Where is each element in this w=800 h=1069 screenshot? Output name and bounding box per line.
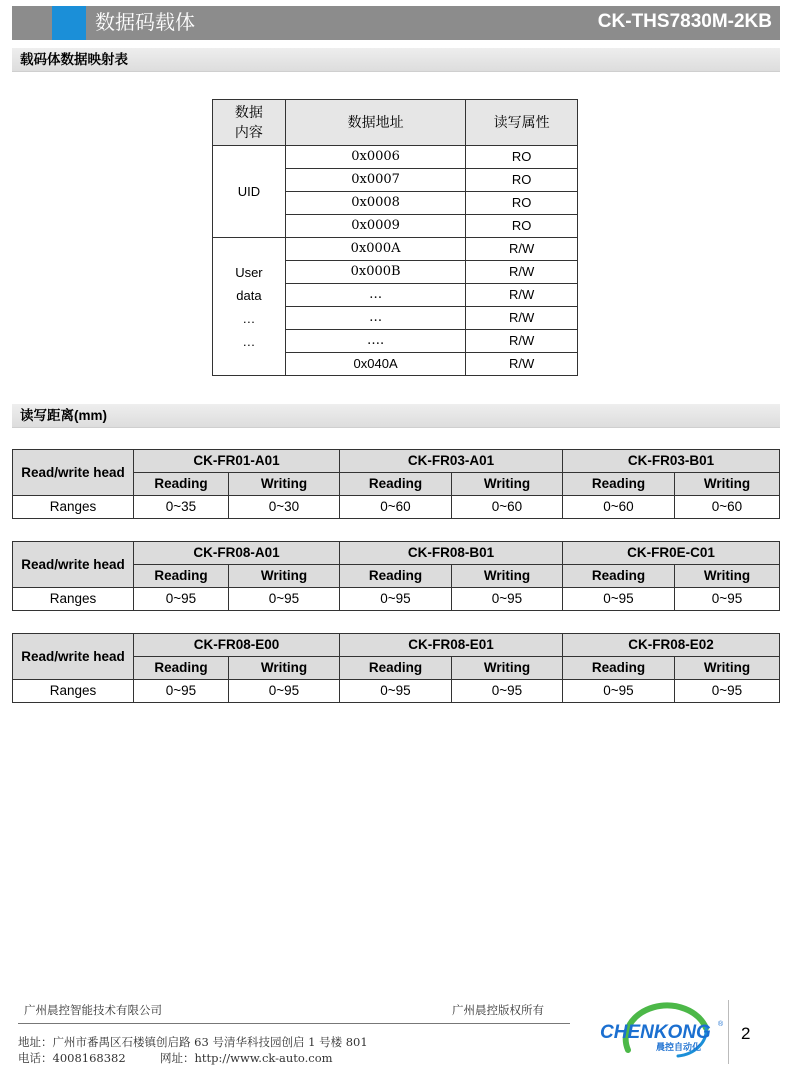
writing-header: Writing — [452, 657, 563, 680]
distance-table-2 — [12, 541, 780, 611]
section-title-distance: 读写距离(mm) — [20, 408, 107, 424]
attr-cell: R/W — [466, 307, 578, 330]
model-header: CK-FR01-A01 — [134, 450, 340, 473]
table-row — [213, 146, 578, 169]
col-header-address: 数据地址 — [285, 100, 466, 146]
range-cell: 0~60 — [340, 496, 452, 519]
reading-header: Reading — [563, 473, 675, 496]
table-row — [13, 450, 780, 473]
range-cell: 0~95 — [229, 680, 340, 703]
attr-cell: R/W — [466, 284, 578, 307]
reading-header: Reading — [563, 565, 675, 588]
table-row — [13, 496, 780, 519]
ranges-label: Ranges — [13, 588, 134, 611]
table-row — [13, 680, 780, 703]
address-cell: 0x000B — [285, 261, 466, 284]
table-row — [213, 238, 578, 261]
writing-header: Writing — [675, 473, 780, 496]
logo-registered-mark: ® — [718, 1021, 724, 1028]
range-cell: 0~95 — [340, 680, 452, 703]
section-header-distance — [12, 404, 780, 428]
range-cell: 0~95 — [452, 588, 563, 611]
section-header-mapping — [12, 48, 780, 72]
reading-header: Reading — [134, 473, 229, 496]
writing-header: Writing — [452, 473, 563, 496]
model-header: CK-FR08-A01 — [134, 542, 340, 565]
read-write-head-header: Read/write head — [13, 450, 134, 496]
range-cell: 0~95 — [340, 588, 452, 611]
distance-table-3 — [12, 633, 780, 703]
reading-header: Reading — [340, 565, 452, 588]
reading-header: Reading — [340, 473, 452, 496]
writing-header: Writing — [675, 657, 780, 680]
model-header: CK-FR0E-C01 — [563, 542, 780, 565]
chenkong-logo — [598, 998, 728, 1064]
attr-cell: R/W — [466, 238, 578, 261]
ranges-label: Ranges — [13, 496, 134, 519]
model-header: CK-FR08-E00 — [134, 634, 340, 657]
ranges-label: Ranges — [13, 680, 134, 703]
table-row — [13, 588, 780, 611]
col-header-content: 数据 内容 — [213, 100, 286, 146]
reading-header: Reading — [134, 565, 229, 588]
attr-cell: R/W — [466, 261, 578, 284]
footer-website[interactable]: 网址：http://www.ck-auto.com — [160, 1051, 333, 1065]
attr-cell: R/W — [466, 353, 578, 376]
writing-header: Writing — [675, 565, 780, 588]
range-cell: 0~95 — [563, 680, 675, 703]
table-row — [13, 634, 780, 657]
range-cell: 0~60 — [675, 496, 780, 519]
range-cell: 0~60 — [452, 496, 563, 519]
range-cell: 0~95 — [134, 588, 229, 611]
writing-header: Writing — [452, 565, 563, 588]
footer-address: 地址：广州市番禺区石楼镇创启路 63 号清华科技园创启 1 号楼 801 — [18, 1035, 368, 1049]
section-title-mapping: 载码体数据映射表 — [20, 52, 128, 68]
footer-phone: 电话：4008168382 — [18, 1051, 126, 1065]
range-cell: 0~95 — [134, 680, 229, 703]
range-cell: 0~60 — [563, 496, 675, 519]
address-cell: … — [285, 284, 466, 307]
header-accent-square — [52, 6, 86, 40]
address-cell: 0x040A — [285, 353, 466, 376]
address-cell: … — [285, 307, 466, 330]
attr-cell: RO — [466, 146, 578, 169]
data-mapping-table — [212, 99, 578, 376]
model-header: CK-FR03-A01 — [340, 450, 563, 473]
logo-text: CHENKONG — [600, 1022, 711, 1043]
range-cell: 0~30 — [229, 496, 340, 519]
footer-divider — [18, 1023, 570, 1024]
range-cell: 0~95 — [675, 588, 780, 611]
user-data-group-label: User data … … — [213, 238, 286, 376]
writing-header: Writing — [229, 473, 340, 496]
read-write-head-header: Read/write head — [13, 634, 134, 680]
address-cell: 0x0007 — [285, 169, 466, 192]
footer-company: 广州晨控智能技术有限公司 — [24, 1003, 162, 1017]
range-cell: 0~95 — [452, 680, 563, 703]
range-cell: 0~95 — [675, 680, 780, 703]
range-cell: 0~95 — [563, 588, 675, 611]
address-cell: …. — [285, 330, 466, 353]
footer-copyright: 广州晨控版权所有 — [452, 1003, 544, 1017]
product-model: CK-THS7830M-2KB — [597, 11, 772, 32]
writing-header: Writing — [229, 657, 340, 680]
range-cell: 0~95 — [229, 588, 340, 611]
page-number: 2 — [741, 1024, 751, 1043]
model-header: CK-FR08-E02 — [563, 634, 780, 657]
table-row — [13, 542, 780, 565]
distance-table-1 — [12, 449, 780, 519]
col-header-attr: 读写属性 — [466, 100, 578, 146]
range-cell: 0~35 — [134, 496, 229, 519]
reading-header: Reading — [340, 657, 452, 680]
address-cell: 0x0009 — [285, 215, 466, 238]
reading-header: Reading — [563, 657, 675, 680]
attr-cell: RO — [466, 169, 578, 192]
uid-group-label: UID — [213, 146, 286, 238]
logo-subtext: 晨控自动化 — [656, 1043, 702, 1053]
model-header: CK-FR08-E01 — [340, 634, 563, 657]
address-cell: 0x000A — [285, 238, 466, 261]
model-header: CK-FR03-B01 — [563, 450, 780, 473]
attr-cell: RO — [466, 192, 578, 215]
attr-cell: R/W — [466, 330, 578, 353]
mapping-header-row — [213, 100, 578, 146]
read-write-head-header: Read/write head — [13, 542, 134, 588]
reading-header: Reading — [134, 657, 229, 680]
page-title: 数据码载体 — [95, 10, 195, 34]
attr-cell: RO — [466, 215, 578, 238]
writing-header: Writing — [229, 565, 340, 588]
address-cell: 0x0006 — [285, 146, 466, 169]
address-cell: 0x0008 — [285, 192, 466, 215]
model-header: CK-FR08-B01 — [340, 542, 563, 565]
footer-vertical-divider — [728, 1000, 729, 1064]
